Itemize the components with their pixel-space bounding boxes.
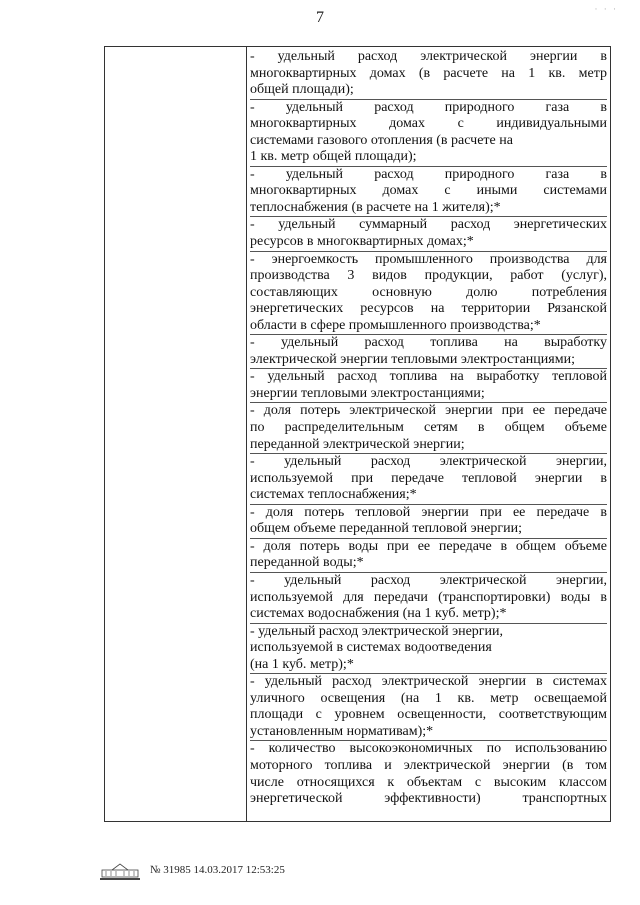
indicator-text-line: электрической энергии тепловыми электростанциями; (250, 351, 575, 367)
indicator-item (250, 505, 607, 539)
indicator-text-line: - доля потерь воды при ее передаче в общем объеме (250, 538, 607, 554)
indicator-text-line: переданной электрической энергии; (250, 436, 465, 452)
indicator-text-line: многоквартирных домах с индивидуальными (250, 116, 607, 132)
indicator-text-line: площади с уровнем освещенности, соответствующим (250, 707, 607, 723)
indicator-text-line: (на 1 куб. метр);* (250, 656, 354, 672)
document-footer (98, 861, 518, 883)
indicator-text-line: установленным нормативам);* (250, 723, 434, 739)
indicator-text-line: - удельный расход природного газа в (250, 99, 607, 115)
indicator-item (250, 369, 607, 403)
table-right-column (250, 49, 607, 821)
indicator-text-line: - энергоемкость промышленного производства для (250, 251, 607, 267)
building-seal-icon (98, 861, 142, 881)
indicator-text-line: - количество высокоэкономичных по использованию (250, 741, 607, 757)
indicator-text-line: переданной воды;* (250, 555, 364, 571)
indicator-text-line: - удельный расход электрической энергии в системах (250, 674, 607, 690)
indicator-text-line: производства 3 видов продукции, работ (услуг), (250, 268, 607, 284)
indicator-text-line: теплоснабжения (в расчете на 1 жителя);* (250, 199, 501, 215)
indicator-item (250, 624, 607, 675)
indicator-text-line: системах водоснабжения (на 1 куб. метр);* (250, 606, 507, 622)
indicator-text-line: уличного освещения (на 1 кв. метр освещаемой (250, 690, 607, 706)
indicator-text-line: - удельный расход природного газа в (250, 166, 607, 182)
indicator-text-line: составляющих основную долю потребления (250, 284, 607, 300)
document-table (104, 46, 611, 822)
indicator-text-line: многоквартирных домах с иными системами (250, 183, 607, 199)
indicator-item (250, 100, 607, 167)
indicator-item (250, 674, 607, 741)
indicator-text-line: используемой в системах водоотведения (250, 640, 492, 656)
indicator-text-line: используемой при передаче тепловой энергии в (250, 470, 607, 486)
corner-mark: · · · (594, 4, 618, 14)
indicator-text-line: энергетических ресурсов на территории Рязанской (250, 301, 607, 317)
indicator-item (250, 403, 607, 454)
indicator-text-line: моторного топлива и электрической энергии (в том (250, 757, 607, 773)
indicator-text-line: энергетической эффективности) транспортных (250, 791, 607, 807)
indicator-text-line: по распределительным сетям в общем объеме (250, 420, 607, 436)
indicator-item (250, 573, 607, 624)
indicator-text-line: - удельный расход электрической энергии, (250, 572, 607, 588)
indicator-text-line: - удельный расход электрической энергии в (250, 49, 607, 64)
indicator-text-line: ресурсов в многоквартирных домах;* (250, 234, 474, 250)
indicator-item (250, 217, 607, 251)
indicator-text-line: - удельный расход топлива на выработку (250, 335, 607, 351)
indicator-text-line: - доля потерь тепловой энергии при ее передаче в (250, 504, 607, 520)
indicator-text-line: системами газового отопления (в расчете на (250, 132, 513, 148)
indicator-text-line: - доля потерь электрической энергии при ее передаче (250, 403, 607, 419)
page-number: 7 (316, 9, 324, 26)
indicator-text-line: 1 кв. метр общей площади); (250, 149, 417, 165)
indicator-text-line: используемой для передачи (транспортировки) воды в (250, 589, 607, 605)
indicator-text-line: многоквартирных домах (в расчете на 1 кв. метр (250, 65, 607, 81)
indicator-text-line: - удельный расход электрической энергии, (250, 623, 504, 639)
indicator-item (250, 167, 607, 218)
indicator-text-line: системах теплоснабжения;* (250, 487, 417, 503)
table-left-column (105, 47, 247, 821)
indicator-item (250, 252, 607, 336)
indicator-item (250, 454, 607, 505)
document-registration-stamp: № 31985 14.03.2017 12:53:25 (150, 864, 285, 876)
indicator-text-line: энергии тепловыми электростанциями; (250, 385, 485, 401)
indicator-text-line: общем объеме переданной тепловой энергии; (250, 521, 522, 537)
indicator-text-line: числе относящихся к объектам с высоким классом (250, 774, 607, 790)
indicator-item (250, 741, 607, 807)
indicator-item (250, 335, 607, 369)
indicator-text-line: общей площади); (250, 82, 354, 98)
indicator-text-line: области в сфере промышленного производства;* (250, 317, 541, 333)
indicator-item (250, 539, 607, 573)
indicator-text-line: - удельный расход топлива на выработку тепловой (250, 369, 607, 385)
indicator-item (250, 49, 607, 100)
indicator-text-line: - удельный расход электрической энергии, (250, 454, 607, 470)
indicator-text-line: - удельный суммарный расход энергетических (250, 217, 607, 233)
